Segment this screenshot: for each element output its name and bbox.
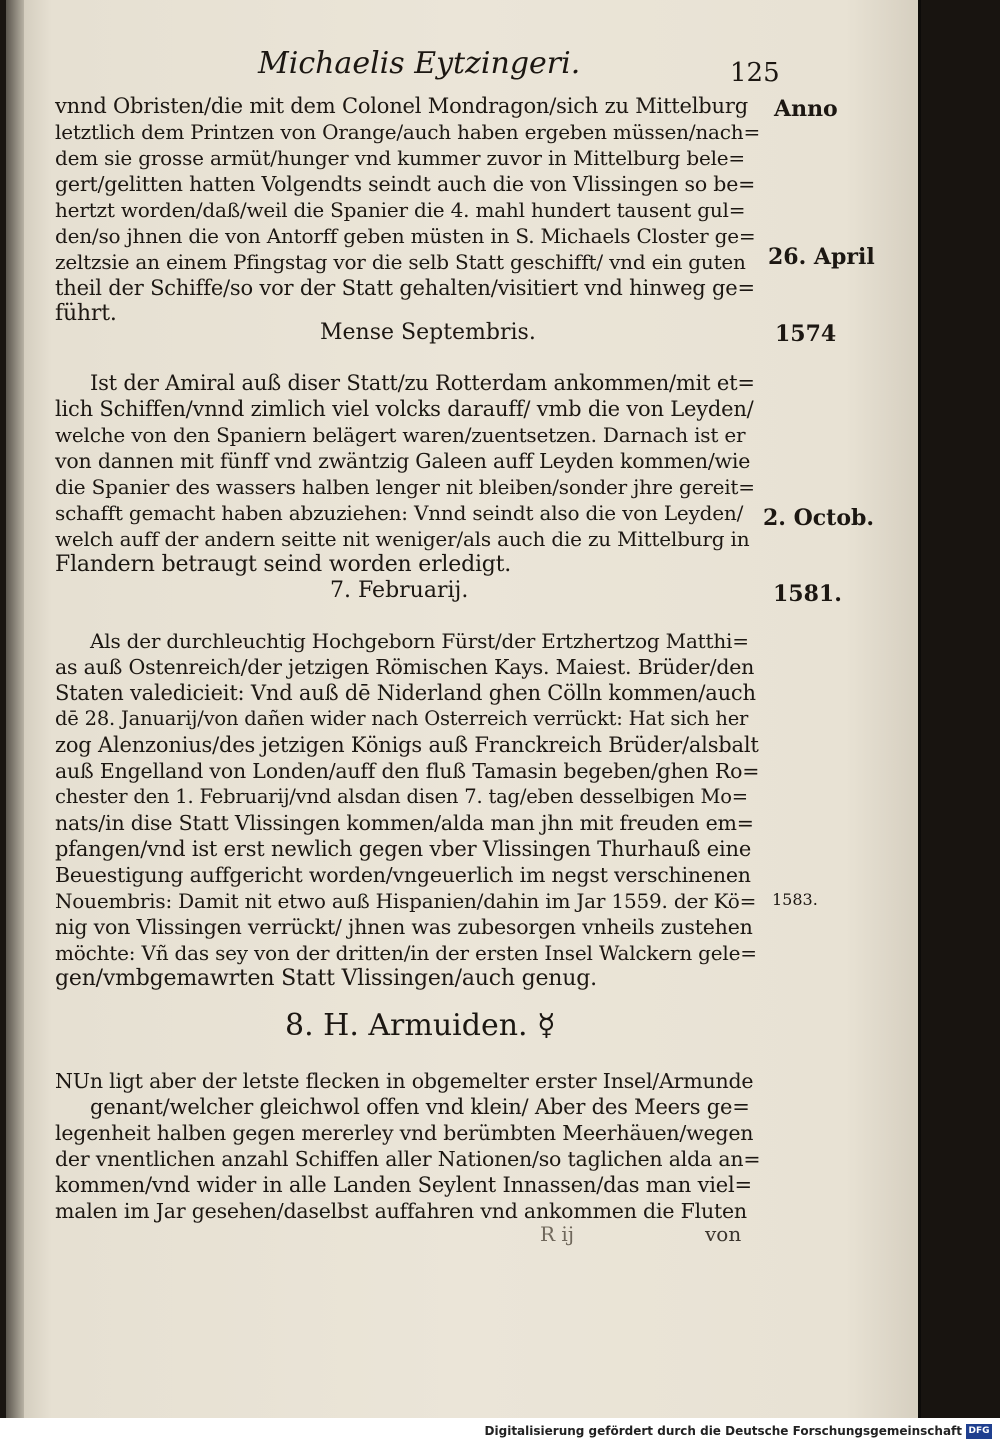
text-line: lich Schiffen/vnnd zimlich viel volcks darauff/ vmb die von Leyden/: [55, 397, 754, 421]
text-line: nig von Vlissingen verrückt/ jhnen was zubesorgen vnheils zustehen: [55, 915, 753, 939]
text-line: zeltzsie an einem Pfingstag vor die selb Statt geschifft/ vnd ein guten: [55, 250, 746, 274]
section-heading: 7. Februarij.: [330, 578, 469, 603]
margin-note: 1574: [775, 321, 837, 347]
text-line: as auß Ostenreich/der jetzigen Römischen Kays. Maiest. Brüder/den: [55, 655, 755, 679]
chapter-title: 8. H. Armuiden. ☿: [285, 1008, 556, 1043]
text-line: schafft gemacht haben abzuziehen: Vnnd seindt also die von Leyden/: [55, 501, 744, 525]
text-line: Nouembris: Damit nit etwo auß Hispanien/dahin im Jar 1559. der Kö=: [55, 889, 757, 913]
page-number: 125: [730, 58, 780, 88]
funding-credit: Digitalisierung gefördert durch die Deutsche Forschungsgemeinschaft: [484, 1424, 962, 1438]
text-line: dē 28. Januarij/von dañen wider nach Osterreich verrückt: Hat sich her: [55, 707, 749, 730]
text-line: dem sie grosse armüt/hunger vnd kummer zuvor in Mittelburg bele=: [55, 146, 745, 170]
text-line: theil der Schiffe/so vor der Statt gehalten/visitiert vnd hinweg ge=: [55, 276, 755, 300]
margin-note: Anno: [774, 96, 838, 122]
text-line: Als der durchleuchtig Hochgeborn Fürst/der Ertzhertzog Matthi=: [90, 629, 749, 653]
dfg-logo-icon: DFG: [966, 1424, 992, 1439]
text-line: Flandern betraugt seind worden erledigt.: [55, 552, 512, 577]
catchword: von: [705, 1222, 742, 1246]
text-line: möchte: Vñ das sey von der dritten/in der ersten Insel Walckern gele=: [55, 941, 757, 965]
text-line: pfangen/vnd ist erst newlich gegen vber Vlissingen Thurhauß eine: [55, 837, 752, 861]
text-line: zog Alenzonius/des jetzigen Königs auß Franckreich Brüder/alsbalt: [55, 733, 759, 757]
text-line: vnnd Obristen/die mit dem Colonel Mondragon/sich zu Mittelburg: [55, 94, 748, 118]
margin-note: 1583.: [772, 890, 818, 909]
text-line: den/so jhnen die von Antorff geben müsten in S. Michaels Closter ge=: [55, 224, 756, 248]
text-line: der vnentlichen anzahl Schiffen aller Nationen/so taglichen alda an=: [55, 1147, 761, 1171]
text-line: chester den 1. Februarij/vnd alsdan disen 7. tag/eben desselbigen Mo=: [55, 785, 748, 808]
page-gutter-shadow: [6, 0, 24, 1418]
text-line: gen/vmbgemawrten Statt Vlissingen/auch genug.: [55, 966, 597, 991]
text-line: letztlich dem Printzen von Orange/auch haben ergeben müssen/nach=: [55, 120, 761, 144]
signature-mark: R ij: [540, 1222, 575, 1246]
margin-note: 26. April: [768, 244, 875, 270]
text-line: die Spanier des wassers halben lenger nit bleiben/sonder jhre gereit=: [55, 475, 755, 499]
text-line: führt.: [55, 301, 117, 326]
text-line: Staten valedicieit: Vnd auß dē Niderland ghen Cölln kommen/auch: [55, 681, 756, 705]
text-line: auß Engelland von Londen/auff den fluß Tamasin begeben/ghen Ro=: [55, 759, 760, 783]
text-line: gert/gelitten hatten Volgendts seindt auch die von Vlissingen so be=: [55, 172, 756, 196]
text-line: von dannen mit fünff vnd zwäntzig Galeen auff Leyden kommen/wie: [55, 449, 751, 473]
text-line: kommen/vnd wider in alle Landen Seylent Innassen/das man viel=: [55, 1173, 752, 1197]
text-line: Ist der Amiral auß diser Statt/zu Rotterdam ankommen/mit et=: [90, 371, 755, 395]
margin-note: 2. Octob.: [763, 505, 875, 531]
text-line: nats/in dise Statt Vlissingen kommen/alda man jhn mit freuden em=: [55, 811, 754, 835]
text-line: welche von den Spaniern belägert waren/zuentsetzen. Darnach ist er: [55, 423, 746, 447]
text-line: NUn ligt aber der letste flecken in obgemelter erster Insel/Armunde: [55, 1069, 754, 1093]
text-line: welch auff der andern seitte nit weniger/als auch die zu Mittelburg in: [55, 527, 750, 551]
text-line: hertzt worden/daß/weil die Spanier die 4. mahl hundert tausent gul=: [55, 198, 746, 222]
text-line: malen im Jar gesehen/daselbst auffahren vnd ankommen die Fluten: [55, 1199, 747, 1223]
text-line: genant/welcher gleichwol offen vnd klein/ Aber des Meers ge=: [90, 1095, 750, 1119]
margin-note: 1581.: [773, 581, 842, 607]
text-line: legenheit halben gegen mererley vnd berümbten Meerhäuen/wegen: [55, 1121, 754, 1145]
running-header: Michaelis Eytzingeri.: [258, 46, 581, 81]
section-heading: Mense Septembris.: [320, 320, 536, 345]
text-line: Beuestigung auffgericht worden/vngeuerlich im negst verschinenen: [55, 863, 751, 887]
